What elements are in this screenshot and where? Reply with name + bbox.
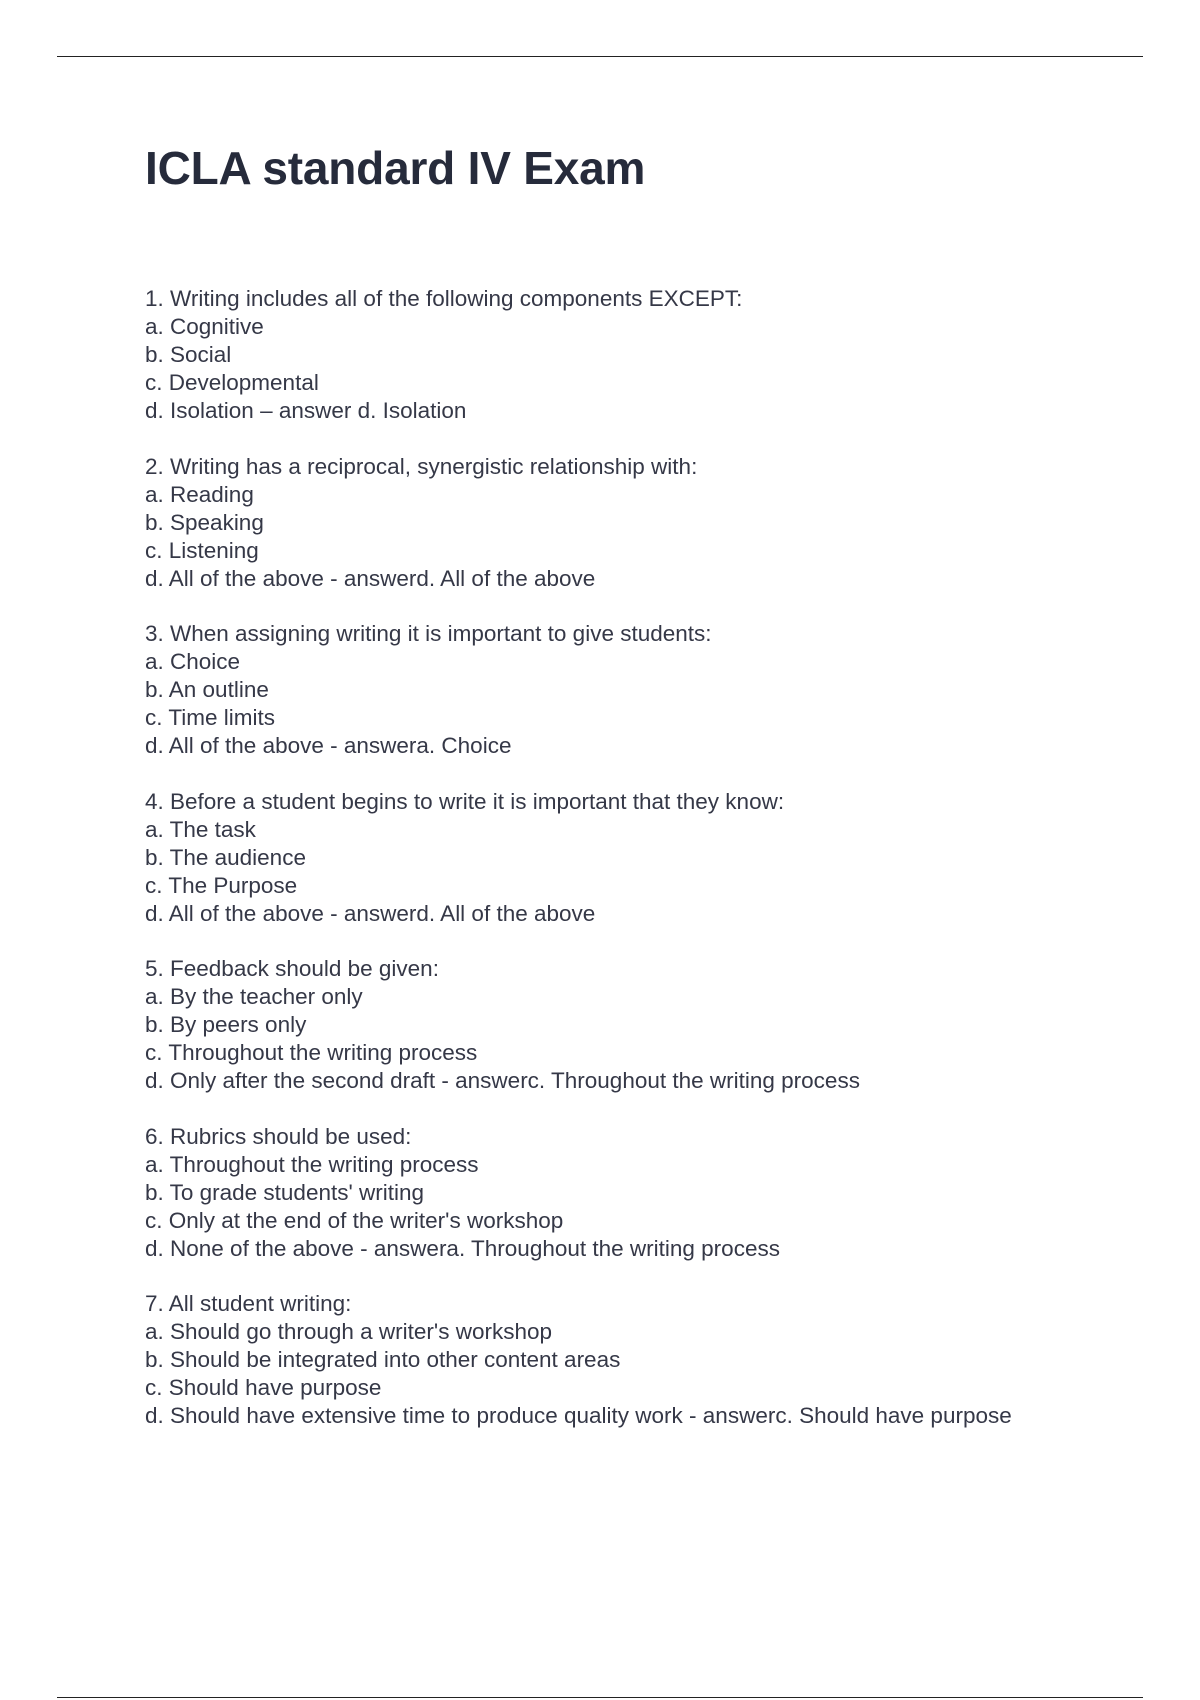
- answer-option: a. Cognitive: [145, 314, 264, 339]
- answer-option: c. Developmental: [145, 370, 319, 395]
- answer-option: d. All of the above - answerd. All of the above: [145, 900, 596, 926]
- answer-option: d. Isolation – answer d. Isolation: [145, 398, 467, 423]
- answer-option: b. Social: [145, 342, 232, 367]
- answer-option: a. Reading: [145, 481, 254, 507]
- answer-option: c. Only at the end of the writer's workshop: [145, 1207, 564, 1233]
- answer-option: d. Should have extensive time to produce quality work - answerc. Should have purpose: [145, 1403, 1012, 1428]
- question-6: [145, 1123, 1012, 1263]
- answer-option: a. Throughout the writing process: [145, 1151, 479, 1177]
- answer-option: a. Should go through a writer's workshop: [145, 1319, 553, 1344]
- answer-option: d. None of the above - answera. Throughout the writing process: [145, 1235, 780, 1261]
- question-stem: 4. Before a student begins to write it is important that they know:: [145, 788, 785, 814]
- question-stem: 7. All student writing:: [145, 1291, 352, 1316]
- answer-option: c. Throughout the writing process: [145, 1040, 478, 1065]
- question-stem: 5. Feedback should be given:: [145, 956, 439, 981]
- question-3: [145, 620, 1012, 760]
- page-title: ICLA standard IV Exam: [145, 142, 646, 194]
- question-stem: 2. Writing has a reciprocal, synergistic relationship with:: [145, 453, 698, 479]
- bottom-divider: [57, 1697, 1143, 1698]
- question-2: [145, 453, 1012, 593]
- answer-option: b. Speaking: [145, 509, 264, 535]
- answer-option: b. To grade students' writing: [145, 1179, 425, 1205]
- answer-option: a. By the teacher only: [145, 984, 363, 1009]
- question-stem: 3. When assigning writing it is important to give students:: [145, 621, 712, 646]
- answer-option: b. Should be integrated into other content areas: [145, 1347, 621, 1372]
- answer-option: b. By peers only: [145, 1012, 307, 1037]
- question-list: [145, 285, 1012, 1458]
- answer-option: b. The audience: [145, 844, 306, 870]
- answer-option: d. All of the above - answera. Choice: [145, 733, 512, 758]
- question-5: [145, 955, 1012, 1095]
- answer-option: b. An outline: [145, 677, 269, 702]
- answer-option: a. The task: [145, 816, 256, 842]
- answer-option: d. Only after the second draft - answerc. Throughout the writing process: [145, 1068, 860, 1093]
- answer-option: c. Time limits: [145, 705, 276, 730]
- answer-option: c. Should have purpose: [145, 1375, 382, 1400]
- answer-option: a. Choice: [145, 649, 241, 674]
- answer-option: d. All of the above - answerd. All of the above: [145, 565, 596, 591]
- question-4: [145, 788, 1012, 928]
- question-7: [145, 1290, 1012, 1430]
- answer-option: c. The Purpose: [145, 872, 298, 898]
- question-1: [145, 285, 1012, 425]
- question-stem: 1. Writing includes all of the following components EXCEPT:: [145, 286, 743, 311]
- question-stem: 6. Rubrics should be used:: [145, 1123, 412, 1149]
- answer-option: c. Listening: [145, 537, 259, 563]
- top-divider: [57, 56, 1143, 57]
